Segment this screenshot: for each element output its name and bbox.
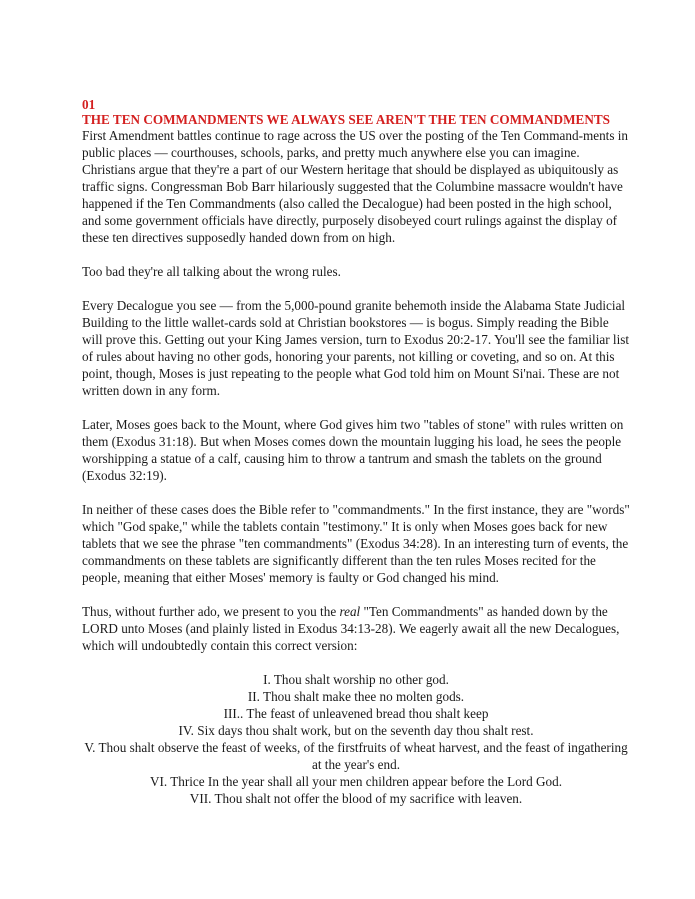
- paragraph-wrong-rules: Too bad they're all talking about the wrong rules.: [82, 264, 341, 279]
- commandment-item: IV. Six days thou shalt work, but on the seventh day thou shalt rest.: [178, 723, 534, 738]
- paragraph-intro: First Amendment battles continue to rage across the US over the posting of the Ten Command-ments in public places — courthouses, schools, parks, and pretty much anywhere else you can imagine. Christians argue that they're a part of our Western heritage that should be displayed as ubiquitously as traffic signs. Congressman Bob Barr hilariously suggested that the Columbine massacre wouldn't have happened if the Ten Commandments (also called the Decalogue) had been posted in the high school, and some government officials have directly, purposely disobeyed court rulings against the display of these ten directives supposedly handed down from on high.: [82, 128, 629, 245]
- commandment-item: II. Thou shalt make thee no molten gods.: [247, 689, 465, 704]
- commandment-item: VII. Thou shalt not offer the blood of my sacrifice with leaven.: [189, 791, 523, 806]
- paragraph-commandments-phrase: In neither of these cases does the Bible refer to "commandments." In the first instance, they are "words" which "God spake," while the tablets contain "testimony." It is only when Moses goes back for new tablets that we see the phrase "ten commandments" (Exodus 34:28). In an interesting turn of events, the commandments on these tablets are significantly different than the ten rules Moses recited for the people, meaning that either Moses' memory is faulty or God changed his mind.: [82, 502, 630, 585]
- commandment-item: III.. The feast of unleavened bread thou shalt keep: [223, 706, 489, 721]
- commandment-item: VI. Thrice In the year shall all your men children appear before the Lord God.: [149, 774, 563, 789]
- commandments-list: [82, 671, 630, 807]
- final-text-before: Thus, without further ado, we present to you the: [82, 604, 340, 619]
- final-text-after: "Ten Commandments" as handed down by the LORD unto Moses (and plainly listed in Exodus 34:13-28). We eagerly await all the new Decalogues, which will undoubtedly contain this correct version:: [82, 604, 620, 653]
- paragraph-decalogue-bogus: Every Decalogue you see — from the 5,000-pound granite behemoth inside the Alabama State Judicial Building to the little wallet-cards sold at Christian bookstores — is bogus. Simply reading the Bible will prove this. Getting out your King James version, turn to Exodus 20:2-17. You'll see the familiar list of rules about having no other gods, honoring your parents, not killing or coveting, and so on. At this point, though, Moses is just repeating to the people what God told him on Mount Si'nai. These are not written down in any form.: [82, 298, 630, 398]
- paragraph-tables-of-stone: Later, Moses goes back to the Mount, where God gives him two "tables of stone" with rules written on them (Exodus 31:18). But when Moses comes down the mountain lugging his load, he sees the people worshipping a statue of a calf, causing him to throw a tantrum and smash the tablets on the ground (Exodus 32:19).: [82, 417, 624, 483]
- chapter-title: THE TEN COMMANDMENTS WE ALWAYS SEE AREN'T THE TEN COMMANDMENTS: [82, 112, 610, 127]
- paragraph-real-commandments: [82, 603, 630, 654]
- commandment-item: V. Thou shalt observe the feast of weeks, of the firstfruits of wheat harvest, and the feast of ingathering at the year's end.: [84, 740, 628, 772]
- document-page: [82, 97, 630, 807]
- final-text-emphasis: real: [339, 604, 361, 619]
- chapter-number: 01: [82, 97, 96, 112]
- commandment-item: I. Thou shalt worship no other god.: [263, 672, 449, 687]
